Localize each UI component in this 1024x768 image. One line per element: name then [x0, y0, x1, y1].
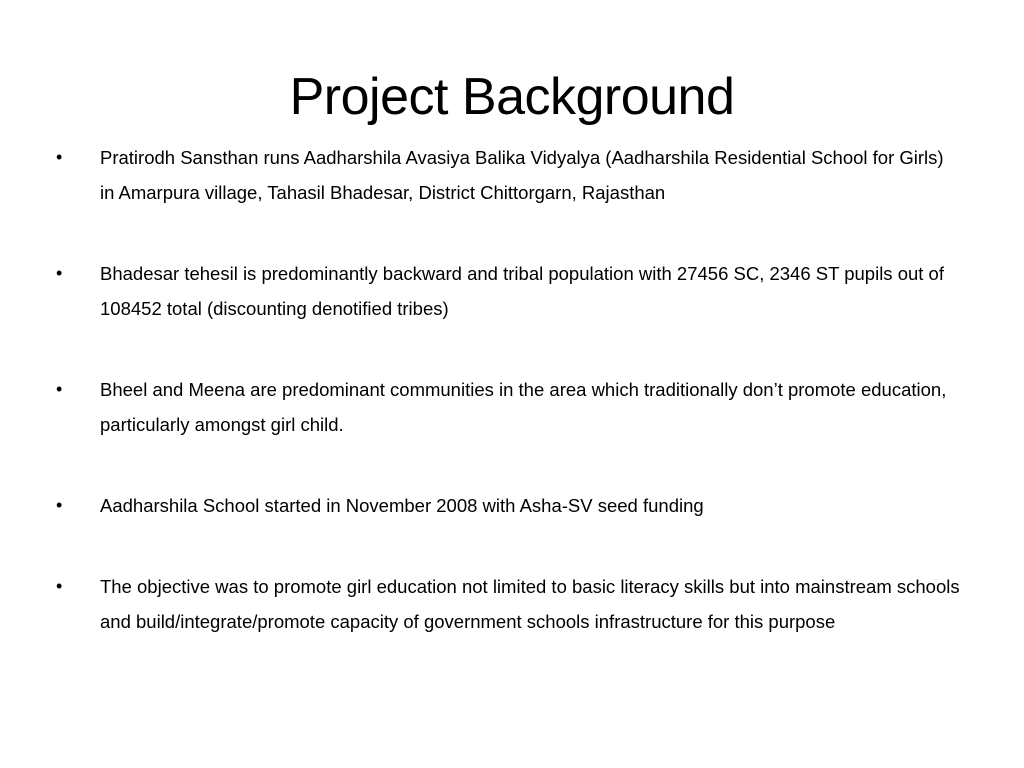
bullet-item	[0, 372, 1024, 442]
bullet-marker: •	[56, 147, 63, 167]
bullet-marker: •	[56, 576, 63, 596]
bullet-text: Bheel and Meena are predominant communities in the area which traditionally don’t promote education, particularly amongst girl child.	[100, 379, 947, 435]
slide-title: Project Background	[289, 68, 735, 126]
bullet-item	[0, 569, 1024, 639]
bullet-text: Aadharshila School started in November 2008 with Asha-SV seed funding	[100, 495, 704, 516]
bullet-list	[0, 140, 1024, 639]
bullet-text: Bhadesar tehesil is predominantly backward and tribal population with 27456 SC, 2346 ST pupils out of 108452 total (discounting denotified tribes)	[100, 263, 944, 319]
bullet-marker: •	[56, 495, 63, 515]
bullet-text: Pratirodh Sansthan runs Aadharshila Avasiya Balika Vidyalya (Aadharshila Residential School for Girls) in Amarpura village, Tahasil Bhadesar, District Chittorgarn, Rajasthan	[100, 147, 944, 203]
bullet-marker: •	[56, 379, 63, 399]
bullet-item	[0, 256, 1024, 326]
bullet-text: The objective was to promote girl education not limited to basic literacy skills but into mainstream schools and build/integrate/promote capacity of government schools infrastructure for this purpose	[100, 576, 960, 632]
bullet-item	[0, 140, 1024, 210]
bullet-marker: •	[56, 263, 63, 283]
bullet-item	[0, 488, 1024, 523]
